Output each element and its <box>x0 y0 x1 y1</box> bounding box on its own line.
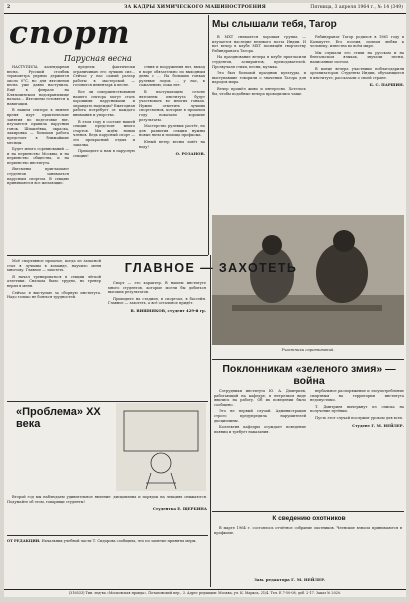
sport-heading: спорт <box>9 15 131 51</box>
section-divider <box>212 359 404 360</box>
newspaper-page <box>4 3 406 597</box>
section-divider <box>7 255 208 256</box>
sport-col-2 <box>73 65 135 250</box>
glavnoe-text <box>108 281 206 401</box>
signature: Б. С. ПАРШИН. <box>369 82 404 88</box>
left-column-text <box>7 259 101 379</box>
svedenie-headline: К сведению охотников <box>272 515 346 522</box>
paragraph: Будет много соревнований — и на первенство Москвы, и на первенство общества, и на первенство института. <box>7 147 69 165</box>
photo-competition <box>212 215 404 345</box>
paragraph: Второй год мы наблюдаем удивительное явление: дисциплина и порядок на лекциях снижаются. Подумайте об этом, товарищи студенты! <box>7 495 207 504</box>
poklon-col-1 <box>214 389 306 511</box>
paragraph: На празднование вечера в клубе пригласили студентов, аспирантов, преподавателей. Прозвучали стихи, песни, музыка. <box>212 55 306 69</box>
paragraph: Сейчас я выступаю за сборную института. Надо только не бояться трудностей. <box>7 290 101 300</box>
paper-name: ЗА КАДРЫ ХИМИЧЕСКОГО МАШИНОСТРОЕНИЯ <box>124 5 266 10</box>
paragraph: Приходите на стадион, в спортзал, в бассейн. Главное — захотеть, а всё остальное придёт. <box>108 296 206 306</box>
paragraph: Вечер прошёл живо и интересно. Хотелось бы, чтобы подобные вечера проводились чаще. <box>212 86 306 96</box>
imprint-line: (316533) Тип. изд-ва «Московская правда», Потаповский пер., 3. Адрес редакции: Москва, ул. К. Маркса, 21/4. Тел. Е 7-50-08, доб. 2-17. Заказ № 2020. <box>4 589 406 597</box>
paragraph: ствия и вооружения яхт, выход в море обязательно по выходным дням с ... На больших гонках рулевые лодок ... у нас, к сожалению, пока нет. <box>139 65 205 88</box>
paragraph: Пусть этот случай послужит уроком для всех. <box>315 415 404 420</box>
signature: О. РОЗАНОВ. <box>175 151 205 157</box>
cartoon-image <box>116 403 206 491</box>
column-divider <box>208 15 209 255</box>
redaktsiya-title: ОТ РЕДАКЦИИ. <box>7 539 41 543</box>
tagor-col-2 <box>310 35 404 215</box>
paragraph: Мы слушали его стихи на русском и на бенгальском языках, звучали песни, написанные поэтом. <box>310 50 404 64</box>
paragraph: Юный ветер весны зовёт на воду! <box>139 139 205 149</box>
paragraph: В МХТ снимается хорошая группа — изучается наследие великого поэта Индии. И вот вечер в клубе МХТ посвящён творчеству Рабиндраната Тагора. <box>212 35 306 53</box>
sport-col-3 <box>139 65 205 255</box>
section-divider <box>7 401 208 402</box>
poklon-col-2 <box>310 389 404 511</box>
editor-credit: Зам. редактора Г. М. НЕЙЛЕР. <box>254 577 326 582</box>
cartoon-drawing <box>116 403 206 491</box>
problema-headline: «Проблема» XX века <box>16 406 101 430</box>
paragraph: В марте 1964 г. состоялось отчётное собрание охотников. Членские взносы принимаются в профкоме. <box>214 526 402 535</box>
svedenie-text <box>214 526 402 572</box>
paragraph: НАСТУПИЛА календарная весна. Русский столбик термометра упрямо держится около 0°С, но для яхтсменов весна уже давно наступила. Ещё в феврале на Клязьминском водохранилище начала... Яхтсмены готовятся к навигации. <box>7 65 69 106</box>
paragraph: В наступающем сезоне яхтсмены института будут участвовать во многих гонках. Нужно отметить лучших спортсменов, которые в прошлом году показали хорошие результаты. <box>139 89 205 122</box>
paragraph: Рабиндранат Тагор родился в 1861 году в Калькутте. Его поэзия, полная любви к человеку, известна во всём мире. <box>310 35 404 49</box>
paragraph: Все ли совершенствования нашего сектора могут стать хорошими парусниками и оправдать надежды? Ежегодная работа потребует от каждого внимания и упорства. <box>73 89 135 117</box>
paragraph: Коллектив кафедры осуждает поведение пьяниц и требует наказания. <box>214 425 306 434</box>
paragraph: вербальное распоряжение и злоупотребление спиртным на территории института недопустимо. <box>310 389 404 403</box>
paragraph: Это не первый случай. Администрация строго предупредила нарушителей дисциплины. <box>214 409 306 423</box>
poklon-headline: Поклонникам «зеленого змия» — война <box>222 363 396 387</box>
masthead <box>4 3 406 14</box>
paragraph: Сотрудники института Ю. А. Дмитриев, работающий на кафедре, в нетрезвом виде явились на работу. Об их поведении было сообщено. <box>214 389 306 407</box>
tagor-headline: Мы слышали тебя, Тагор <box>212 19 337 30</box>
paragraph: Т. Дмитриев вычеркнут из списка на получение путёвки. <box>310 404 404 414</box>
section-divider <box>212 511 404 512</box>
paragraph: Я начал тренироваться в секции лёгкой атлетики. Сначала было трудно, но тренер верил в меня. <box>7 274 101 288</box>
sport-col-1 <box>7 65 69 250</box>
paragraph: Спорт — это характер. В нашем институте много студентов, которые могли бы добиться высоких результатов. <box>108 281 206 295</box>
issue-date: Пятница, 3 апреля 1964 г., № 14 (349) <box>310 5 403 10</box>
redaktsiya-note <box>7 539 207 575</box>
paragraph: Яхтсмены приглашают студентов заниматься парусным спортом. В секцию принимаются все желающие. <box>7 167 69 186</box>
paragraph: В конце вечера участники поблагодарили организаторов. Студенты Индии, обучающиеся в институте, рассказали о своей стране. <box>310 66 404 80</box>
paragraph: Мастерство рулевых растёт, но для развития секции нужны новые яхты и помощь профкома. <box>139 124 205 138</box>
page-number: 2 <box>7 5 11 10</box>
photo-image <box>212 215 404 345</box>
column-divider <box>210 255 211 587</box>
paragraph: Приходите к нам в парусную секцию! <box>73 149 135 158</box>
problema-text <box>7 495 207 535</box>
paragraph: В нашем секторе в зимнее время идут практические занятия по подготовке яхт, изучаются правила парусных гонок. Шпаклёвка, окраска, лакировка — большая работа предстоит в ближайшие месяцы. <box>7 108 69 145</box>
signature: В. ВИШНЯКОВ, студент 429-й гр. <box>130 307 206 313</box>
paragraph: В этом году в составе нашей секции предстоит много стартов. Мы ждём новых членов. Ведь парусный спорт — это прекрасный отдых и закалка. <box>73 119 135 147</box>
signature: Студент Г. М. НЕЙЛЕР. <box>352 422 404 428</box>
paragraph: пределы: фактически ограничиваю его лучших сил... Сейчас у нас самый разгар работы в мастерской — готовится инвентарь к весне. <box>73 65 135 88</box>
sport-subtitle: Парусная весна <box>64 54 132 63</box>
tagor-col-1 <box>212 35 306 215</box>
signature: Студентка Е. ЩЕРБИНА <box>152 506 207 512</box>
section-divider <box>7 535 208 536</box>
paragraph: Это был большой праздник культуры, и выступавшие говорили о значении Тагора для народов мира. <box>212 71 306 85</box>
paragraph: Моё спортивное прошлое, когда из запасной стал я лучшим в команде, научило меня многому. Главное — захотеть. <box>7 259 101 273</box>
glavnoe-headline: ГЛАВНОЕ — ЗАХОТЕТЬ <box>124 261 298 275</box>
redaktsiya-text: Начальник учебной части Т. Сидорова сообщила, что по заметке приняты меры. <box>41 539 197 543</box>
photo-caption: Участники соревнований. <box>281 347 335 352</box>
